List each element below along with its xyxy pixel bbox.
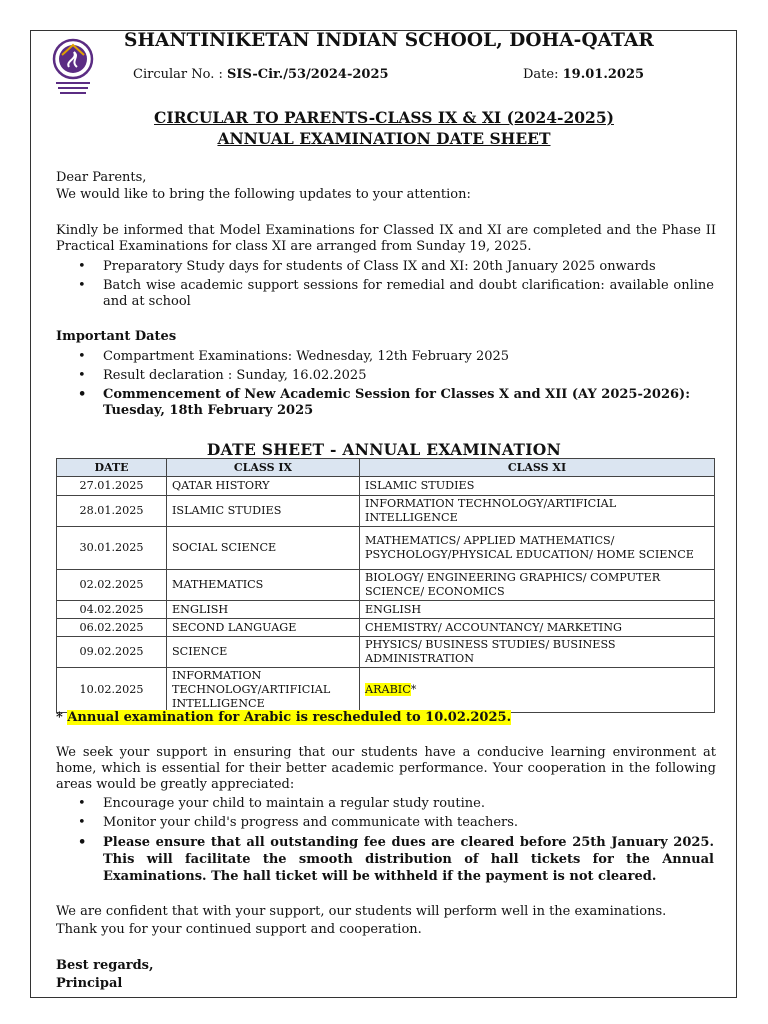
header-date: DATE bbox=[57, 459, 167, 477]
class-ix-cell: ENGLISH bbox=[167, 601, 360, 619]
table-row bbox=[57, 668, 715, 713]
greeting: Dear Parents, bbox=[56, 170, 147, 185]
class-ix-cell: SOCIAL SCIENCE bbox=[167, 527, 360, 570]
class-ix-cell: INFORMATION TECHNOLOGY/ARTIFICIAL INTELLIGENCE bbox=[167, 668, 360, 713]
date-cell: 06.02.2025 bbox=[57, 619, 167, 637]
table-row bbox=[57, 527, 715, 570]
class-xi-cell: ISLAMIC STUDIES bbox=[360, 477, 715, 496]
list-item: • Compartment Examinations: Wednesday, 12th February 2025 bbox=[78, 349, 510, 364]
class-ix-cell: ISLAMIC STUDIES bbox=[167, 496, 360, 527]
date-cell: 28.01.2025 bbox=[57, 496, 167, 527]
table-header-row bbox=[57, 459, 715, 477]
class-ix-cell: QATAR HISTORY bbox=[167, 477, 360, 496]
intro-line: We would like to bring the following updates to your attention: bbox=[56, 187, 471, 202]
reschedule-note: * Annual examination for Arabic is rescheduled to 10.02.2025. bbox=[56, 710, 512, 725]
datesheet-title: DATE SHEET - ANNUAL EXAMINATION bbox=[206, 440, 562, 459]
table-row bbox=[57, 570, 715, 601]
table-row bbox=[57, 619, 715, 637]
class-xi-cell: PHYSICS/ BUSINESS STUDIES/ BUSINESS ADMINISTRATION bbox=[360, 637, 715, 668]
date-cell: 02.02.2025 bbox=[57, 570, 167, 601]
list-item: • Result declaration : Sunday, 16.02.2025 bbox=[78, 368, 367, 383]
list-item: • Encourage your child to maintain a regular study routine. bbox=[78, 796, 485, 811]
circular-date: Date: 19.01.2025 bbox=[523, 67, 645, 82]
closing-line-1: We are confident that with your support, our students will perform well in the examinations. bbox=[56, 904, 667, 919]
class-ix-cell: SECOND LANGUAGE bbox=[167, 619, 360, 637]
school-logo bbox=[52, 37, 94, 101]
class-ix-cell: SCIENCE bbox=[167, 637, 360, 668]
date-cell: 09.02.2025 bbox=[57, 637, 167, 668]
closing-line-2: Thank you for your continued support and cooperation. bbox=[56, 922, 422, 937]
date-cell: 27.01.2025 bbox=[57, 477, 167, 496]
table-row bbox=[57, 496, 715, 527]
circular-subtitle: ANNUAL EXAMINATION DATE SHEET bbox=[217, 129, 551, 148]
header-class-ix: CLASS IX bbox=[167, 459, 360, 477]
arabic-highlight: ARABIC bbox=[365, 683, 411, 696]
date-cell: 10.02.2025 bbox=[57, 668, 167, 713]
intro-paragraph: Kindly be informed that Model Examinations for Classed IX and XI are completed and the Phase II Practical Examinations for class XI are arranged from Sunday 19, 2025. bbox=[56, 223, 716, 254]
regards: Best regards, bbox=[56, 958, 154, 973]
table-row bbox=[57, 477, 715, 496]
list-item: • Preparatory Study days for students of Class IX and XI: 20th January 2025 onwards bbox=[78, 259, 656, 274]
header-class-xi: CLASS XI bbox=[360, 459, 715, 477]
class-xi-cell: CHEMISTRY/ ACCOUNTANCY/ MARKETING bbox=[360, 619, 715, 637]
class-xi-cell: BIOLOGY/ ENGINEERING GRAPHICS/ COMPUTER SCIENCE/ ECONOMICS bbox=[360, 570, 715, 601]
signatory: Principal bbox=[56, 976, 123, 991]
class-xi-cell: MATHEMATICS/ APPLIED MATHEMATICS/ PSYCHOLOGY/PHYSICAL EDUCATION/ HOME SCIENCE bbox=[360, 527, 715, 570]
list-item: • Batch wise academic support sessions for remedial and doubt clarification: available online and at school bbox=[78, 278, 714, 309]
date-cell: 30.01.2025 bbox=[57, 527, 167, 570]
class-ix-cell: MATHEMATICS bbox=[167, 570, 360, 601]
date-cell: 04.02.2025 bbox=[57, 601, 167, 619]
class-xi-cell: ENGLISH bbox=[360, 601, 715, 619]
class-xi-cell: ARABIC* bbox=[360, 668, 715, 713]
support-paragraph: We seek your support in ensuring that our students have a conducive learning environment at home, which is essential for their better academic performance. Your cooperation in the following areas would be greatly appreciated: bbox=[56, 745, 716, 792]
important-dates-heading: Important Dates bbox=[56, 329, 177, 344]
circular-title: CIRCULAR TO PARENTS-CLASS IX & XI (2024-2025) bbox=[154, 108, 614, 127]
list-item: • Please ensure that all outstanding fee dues are cleared before 25th January 2025. This will facilitate the smooth distribution of hall tickets for the Annual Examinations. The hall ticket will be withheld if the payment is not cleared. bbox=[78, 835, 714, 884]
datesheet-table bbox=[56, 458, 715, 713]
table-row bbox=[57, 601, 715, 619]
circular-number: Circular No. : SIS-Cir./53/2024-2025 bbox=[133, 67, 389, 82]
class-xi-cell: INFORMATION TECHNOLOGY/ARTIFICIAL INTELLIGENCE bbox=[360, 496, 715, 527]
school-name: SHANTINIKETAN INDIAN SCHOOL, DOHA-QATAR bbox=[124, 30, 654, 51]
table-row bbox=[57, 637, 715, 668]
list-item: • Monitor your child's progress and communicate with teachers. bbox=[78, 815, 519, 830]
list-item: • Commencement of New Academic Session for Classes X and XII (AY 2025-2026): Tuesday, 18th February 2025 bbox=[78, 387, 690, 418]
